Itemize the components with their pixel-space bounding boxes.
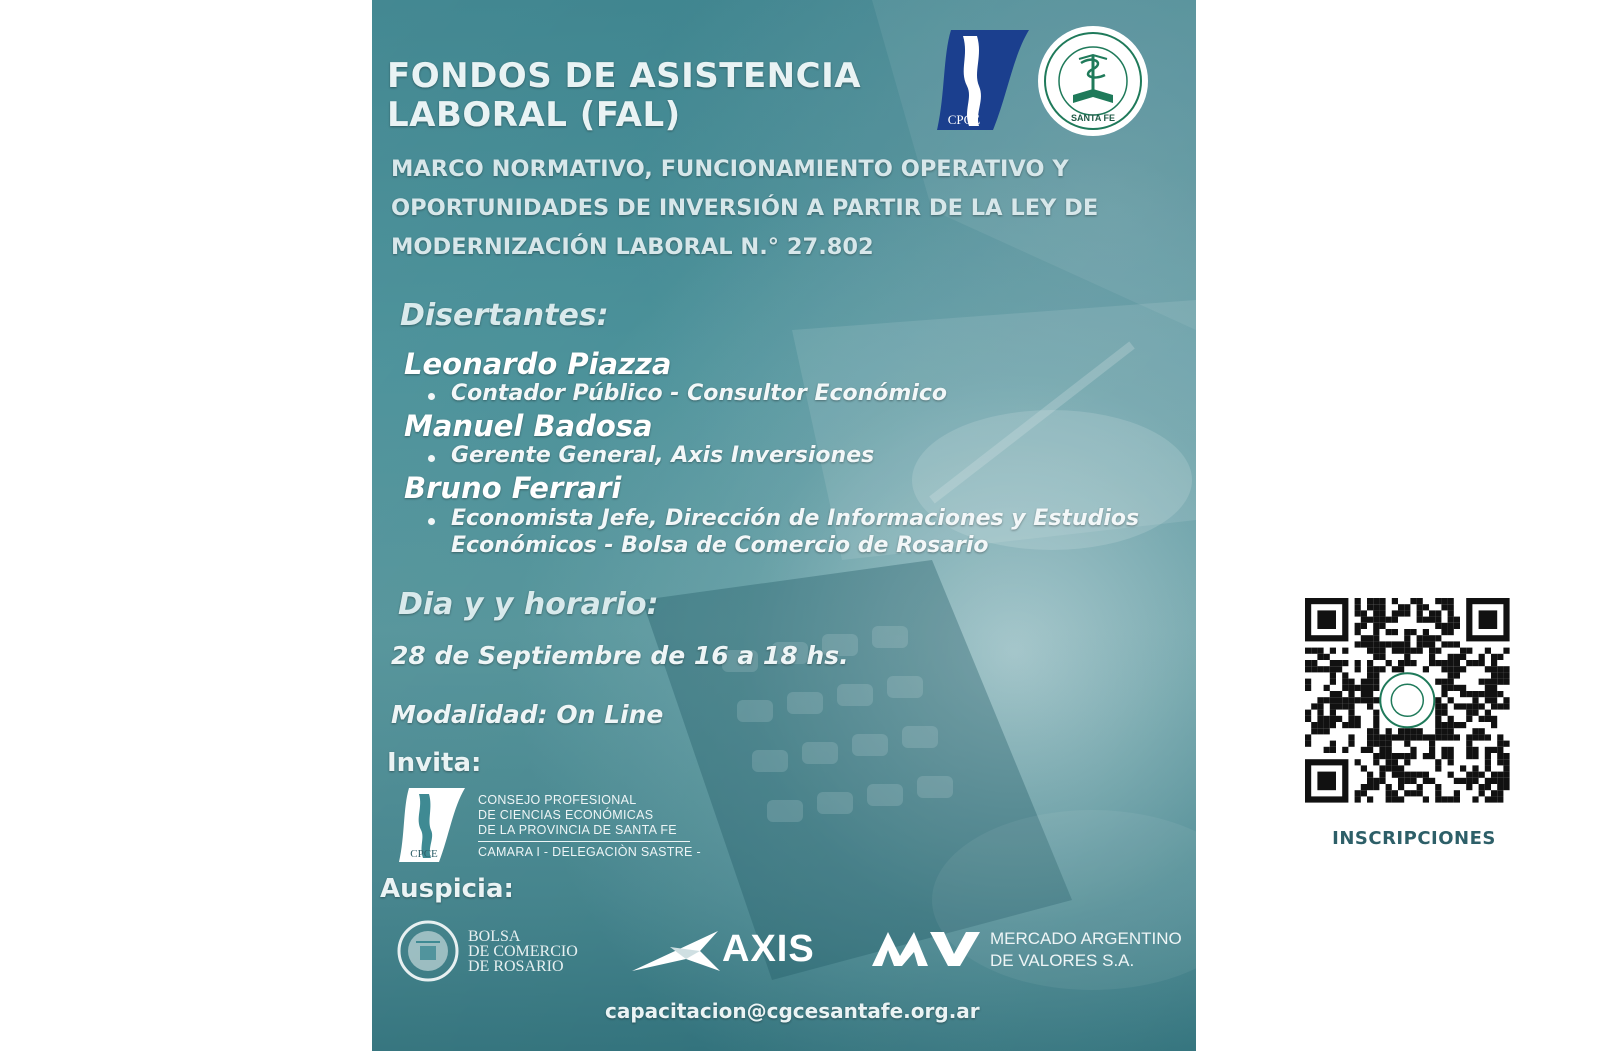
mav-line-2: DE VALORES S.A. (990, 951, 1135, 970)
event-title-line-1: FONDOS DE ASISTENCIA (387, 56, 862, 96)
qr-code-icon (1293, 587, 1521, 812)
invite-org-line-1: CONSEJO PROFESIONAL (478, 793, 637, 807)
bcr-line-2: DE COMERCIO (468, 943, 578, 960)
event-flyer (372, 0, 1496, 1051)
axis-logo-text: AXIS (722, 928, 815, 970)
event-title-line-2: LABORAL (FAL) (387, 95, 681, 135)
bullet-icon (428, 518, 435, 525)
schedule-heading: Dia y y horario: (398, 587, 659, 622)
colegio-seal-logo (1037, 25, 1149, 137)
speakers-heading: Disertantes: (400, 298, 609, 333)
subtitle-line-2: OPORTUNIDADES DE INVERSIÓN A PARTIR DE LA LEY DE (391, 195, 1099, 221)
speaker-name-2: Manuel Badosa (404, 409, 653, 443)
sponsors-heading: Auspicia: (380, 874, 514, 904)
contact-email[interactable]: capacitacion@cgcesantafe.org.ar (605, 999, 980, 1023)
cpce-invite-logo-label: CPCE (410, 848, 438, 860)
bcr-logo (396, 920, 460, 982)
invite-org-line-2: DE CIENCIAS ECONÓMICAS (478, 808, 654, 822)
speaker-role-2: Gerente General, Axis Inversiones (451, 443, 875, 468)
invite-branch: CAMARA I - DELEGACIÒN SASTRE - (478, 845, 701, 859)
registration-qr-code[interactable] (1293, 587, 1521, 812)
axis-logo-icon (630, 927, 720, 975)
event-mode: Modalidad: On Line (391, 700, 664, 729)
bcr-line-3: DE ROSARIO (468, 958, 564, 975)
registration-button[interactable]: INSCRIPCIONES (1327, 822, 1501, 856)
cpce-logo-label: CPCE (947, 112, 981, 127)
mav-logo-icon (870, 928, 982, 968)
speaker-role-3-line-1: Economista Jefe, Dirección de Informaciones y Estudios (451, 506, 1140, 531)
invite-org-line-3: DE LA PROVINCIA DE SANTA FE (478, 823, 677, 837)
invite-heading: Invita: (387, 748, 482, 778)
bullet-icon (428, 455, 435, 462)
mav-line-1: MERCADO ARGENTINO (990, 929, 1182, 948)
bullet-icon (428, 393, 435, 400)
cpce-logo (933, 26, 1031, 134)
speaker-name-1: Leonardo Piazza (404, 347, 672, 381)
subtitle-line-3: MODERNIZACIÓN LABORAL N.° 27.802 (391, 234, 874, 260)
colegio-seal-bottom-text: SANTA FE (1071, 113, 1115, 123)
event-date: 28 de Septiembre de 16 a 18 hs. (391, 641, 849, 670)
bcr-line-1: BOLSA (468, 928, 521, 945)
speaker-name-3: Bruno Ferrari (404, 471, 622, 505)
subtitle-line-1: MARCO NORMATIVO, FUNCIONAMIENTO OPERATIVO Y (391, 156, 1069, 182)
speaker-role-1: Contador Público - Consultor Económico (451, 381, 948, 406)
invite-divider (478, 841, 690, 842)
cpce-invite-logo (397, 786, 467, 864)
speaker-role-3-line-2: Económicos - Bolsa de Comercio de Rosario (451, 533, 989, 558)
